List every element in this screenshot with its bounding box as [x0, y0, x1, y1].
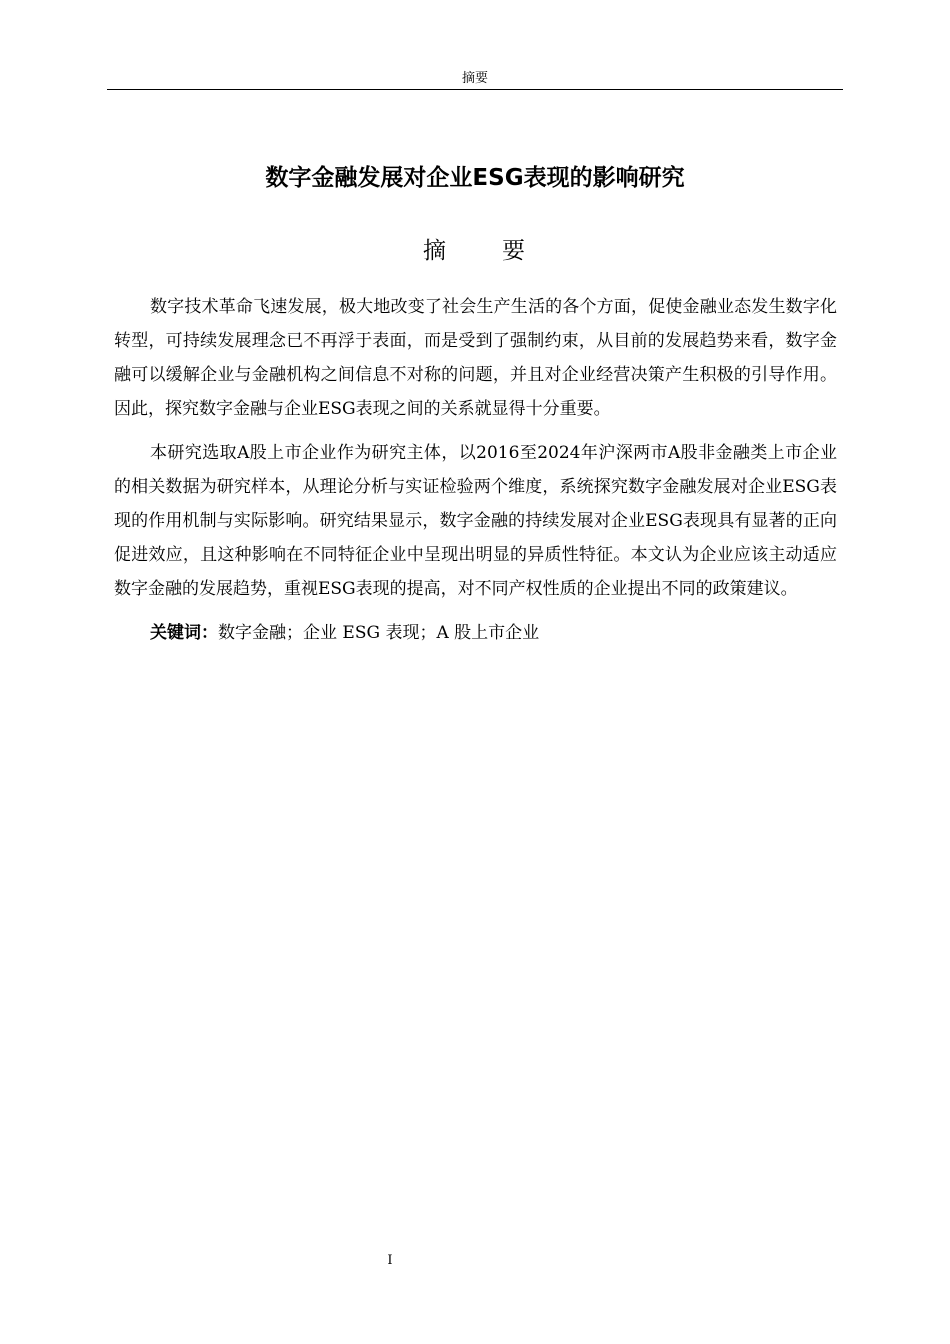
- abstract-paragraph-1: 数字技术革命飞速发展，极大地改变了社会生产生活的各个方面，促使金融业态发生数字化转型，可持续发展理念已不再浮于表面，而是受到了强制约束，从目前的发展趋势来看，数字金融可以缓解企业与金融机构之间信息不对称的问题，并且对企业经营决策产生积极的引导作用。因此，探究数字金融与企业ESG表现之间的关系就显得十分重要。: [114, 297, 837, 419]
- page-number: I: [387, 1253, 393, 1268]
- abstract-body: [114, 290, 837, 650]
- keywords-line: [114, 616, 837, 650]
- abstract-heading: [107, 234, 843, 268]
- abstract-paragraph-2: 本研究选取A股上市企业作为研究主体，以2016至2024年沪深两市A股非金融类上市企业的相关数据为研究样本，从理论分析与实证检验两个维度，系统探究数字金融发展对企业ESG表现的作用机制与实际影响。研究结果显示，数字金融的持续发展对企业ESG表现具有显著的正向促进效应，且这种影响在不同特征企业中呈现出明显的异质性特征。本文认为企业应该主动适应数字金融的发展趋势，重视ESG表现的提高，对不同产权性质的企业提出不同的政策建议。: [114, 443, 837, 599]
- abstract-heading-char-2: 要: [502, 238, 527, 264]
- running-header: 摘要: [461, 71, 488, 86]
- keywords-label: 关键词：: [150, 623, 218, 643]
- keywords-text: 数字金融；企业 ESG 表现；A 股上市企业: [218, 623, 540, 643]
- paper-title: 数字金融发展对企业ESG表现的影响研究: [265, 165, 685, 191]
- header-rule: [107, 89, 843, 90]
- abstract-heading-char-1: 摘: [423, 238, 448, 264]
